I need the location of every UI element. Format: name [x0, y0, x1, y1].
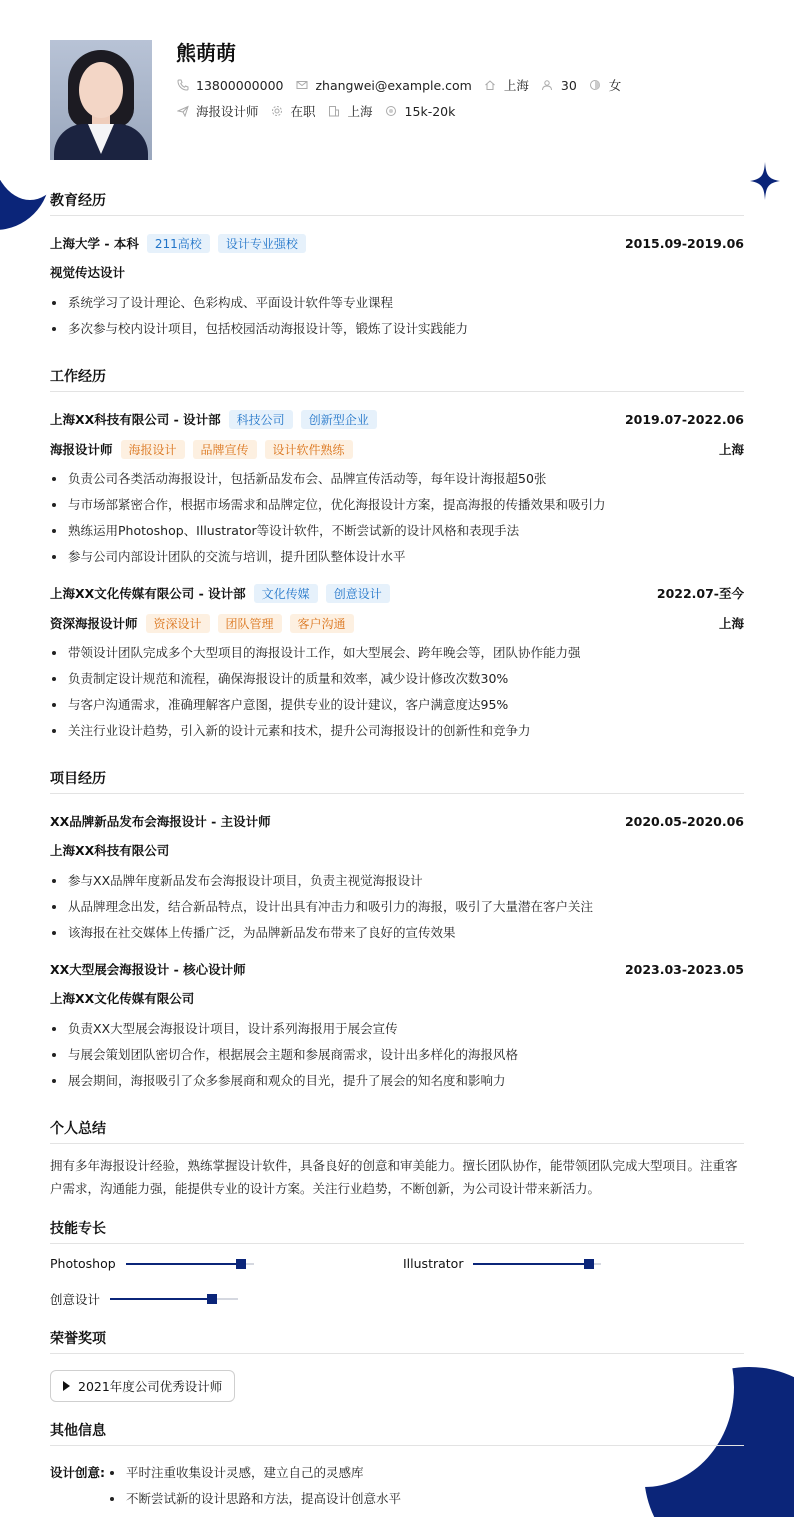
list-item: 负责公司各类活动海报设计，包括新品发布会、品牌宣传活动等，每年设计海报超50张 [50, 466, 744, 492]
role-name: 海报设计师 [50, 442, 113, 457]
avatar [50, 40, 152, 160]
company-tag: 创新型企业 [301, 410, 377, 429]
company-name: 上海XX文化传媒有限公司 - 设计部 [50, 586, 246, 601]
gear-icon [271, 105, 284, 118]
role-tag: 品牌宣传 [193, 440, 257, 459]
projects-section [50, 768, 744, 1094]
section-title: 技能专长 [50, 1218, 744, 1244]
role-name: 资深海报设计师 [50, 616, 138, 631]
skill-bar [126, 1263, 254, 1265]
company-tag: 科技公司 [229, 410, 293, 429]
other-section [50, 1420, 744, 1512]
location-text: 上海 [503, 78, 529, 93]
education-date: 2015.09-2019.06 [624, 235, 744, 251]
age-text: 30 [560, 77, 577, 93]
list-item: 参与公司内部设计团队的交流与培训，提升团队整体设计水平 [50, 544, 744, 570]
phone-icon [176, 79, 189, 92]
contact-row [176, 72, 633, 98]
school-tag: 设计专业强校 [218, 234, 306, 253]
work-header [50, 404, 744, 434]
award-name: 2021年度公司优秀设计师 [78, 1379, 223, 1394]
list-item: 从品牌理念出发，结合新品特点，设计出具有冲击力和吸引力的海报，吸引了大量潜在客户关注 [50, 894, 744, 920]
city-text: 上海 [347, 104, 373, 119]
star-icon [750, 162, 780, 200]
awards-section [50, 1328, 744, 1402]
summary-section [50, 1118, 744, 1200]
other-label: 设计创意: [50, 1465, 105, 1480]
skill-item [403, 1256, 601, 1271]
skill-bar-knob [207, 1294, 217, 1304]
project-date: 2023.03-2023.05 [624, 961, 744, 977]
mail-icon [295, 79, 308, 92]
role-tag: 设计软件熟练 [265, 440, 353, 459]
project-bullets [50, 1016, 744, 1094]
list-item: 该海报在社交媒体上传播广泛，为品牌新品发布带来了良好的宣传效果 [50, 920, 744, 946]
other-info [50, 1460, 744, 1512]
award-item[interactable] [50, 1370, 235, 1402]
skill-name: Illustrator [403, 1256, 464, 1271]
list-item: 负责制定设计规范和流程，确保海报设计的质量和效率，减少设计修改次数30% [50, 666, 744, 692]
send-icon [176, 105, 189, 118]
work-header [50, 578, 744, 608]
skill-bar [473, 1263, 601, 1265]
status-text: 在职 [290, 104, 316, 119]
school-tag: 211高校 [147, 234, 210, 253]
project-name: XX品牌新品发布会海报设计 - 主设计师 [50, 814, 271, 829]
work-city: 上海 [718, 616, 744, 631]
skills-list [50, 1248, 744, 1328]
project-date: 2020.05-2020.06 [624, 813, 744, 829]
home-icon [484, 79, 497, 92]
role-tag: 团队管理 [218, 614, 282, 633]
section-title: 个人总结 [50, 1118, 744, 1144]
work-section [50, 366, 744, 744]
work-date: 2019.07-2022.06 [624, 411, 744, 427]
work-bullets [50, 640, 744, 744]
list-item: 负责XX大型展会海报设计项目，设计系列海报用于展会宣传 [50, 1016, 744, 1042]
role-header [50, 608, 744, 638]
project-company: 上海XX文化传媒有限公司 [50, 991, 195, 1006]
skill-bar-fill [126, 1263, 241, 1265]
skill-name: Photoshop [50, 1256, 116, 1271]
project-header [50, 954, 744, 984]
list-item: 与展会策划团队密切合作，根据展会主题和参展商需求，设计出多样化的海报风格 [50, 1042, 744, 1068]
role-tag: 资深设计 [146, 614, 210, 633]
phone-text: 13800000000 [196, 77, 284, 93]
skill-item [50, 1256, 254, 1271]
work-bullets [50, 466, 744, 570]
skill-bar [110, 1298, 238, 1300]
company-name: 上海XX科技有限公司 - 设计部 [50, 412, 221, 427]
role-header [50, 434, 744, 464]
role-tag: 客户沟通 [290, 614, 354, 633]
skill-bar-knob [584, 1259, 594, 1269]
summary-text: 拥有多年海报设计经验，熟练掌握设计软件，具备良好的创意和审美能力。擅长团队协作，能带领团队完成大型项目。注重客户需求，沟通能力强，能提供专业的设计方案。关注行业趋势，不断创新，为公司设计带来新活力。 [50, 1158, 738, 1196]
skill-bar-fill [473, 1263, 588, 1265]
education-header [50, 228, 744, 258]
company-tag: 文化传媒 [254, 584, 318, 603]
job-intent-row [176, 98, 633, 124]
project-bullets [50, 868, 744, 946]
list-item: 带领设计团队完成多个大型项目的海报设计工作，如大型展会、跨年晚会等，团队协作能力强 [50, 640, 744, 666]
section-title: 荣誉奖项 [50, 1328, 744, 1354]
major: 视觉传达设计 [50, 265, 126, 280]
skill-bar-knob [236, 1259, 246, 1269]
other-bullets [108, 1460, 401, 1512]
section-title: 教育经历 [50, 190, 744, 216]
position-text: 海报设计师 [196, 104, 259, 119]
project-header [50, 806, 744, 836]
education-bullets [50, 290, 744, 342]
school-name: 上海大学 - 本科 [50, 236, 139, 251]
list-item: 不断尝试新的设计思路和方法，提高设计创意水平 [108, 1486, 401, 1512]
profile-info [176, 40, 633, 160]
skill-bar-fill [110, 1298, 212, 1300]
section-title: 其他信息 [50, 1420, 744, 1446]
list-item: 关注行业设计趋势，引入新的设计元素和技术，提升公司海报设计的创新性和竞争力 [50, 718, 744, 744]
list-item: 系统学习了设计理论、色彩构成、平面设计软件等专业课程 [50, 290, 744, 316]
gender-icon [589, 79, 602, 92]
section-title: 工作经历 [50, 366, 744, 392]
skills-section [50, 1218, 744, 1328]
list-item: 熟练运用Photoshop、Illustrator等设计软件，不断尝试新的设计风格和表现手法 [50, 518, 744, 544]
candidate-name: 熊萌萌 [176, 41, 236, 65]
education-section [50, 190, 744, 342]
resume-page [50, 40, 744, 1512]
list-item: 与客户沟通需求，准确理解客户意图，提供专业的设计建议，客户满意度达95% [50, 692, 744, 718]
list-item: 平时注重收集设计灵感，建立自己的灵感库 [108, 1460, 401, 1486]
coin-icon [385, 105, 398, 118]
project-name: XX大型展会海报设计 - 核心设计师 [50, 962, 246, 977]
email-text: zhangwei@example.com [315, 77, 472, 93]
person-icon [541, 79, 554, 92]
section-title: 项目经历 [50, 768, 744, 794]
project-company: 上海XX科技有限公司 [50, 843, 170, 858]
list-item: 展会期间，海报吸引了众多参展商和观众的目光，提升了展会的知名度和影响力 [50, 1068, 744, 1094]
role-tag: 海报设计 [121, 440, 185, 459]
list-item: 参与XX品牌年度新品发布会海报设计项目，负责主视觉海报设计 [50, 868, 744, 894]
salary-text: 15k-20k [404, 103, 456, 119]
work-city: 上海 [718, 442, 744, 457]
profile-header [50, 40, 744, 160]
company-tag: 创意设计 [326, 584, 390, 603]
list-item: 多次参与校内设计项目，包括校园活动海报设计等，锻炼了设计实践能力 [50, 316, 744, 342]
skill-item [50, 1290, 238, 1308]
building-icon [328, 105, 341, 118]
triangle-right-icon [63, 1381, 70, 1391]
skill-name: 创意设计 [50, 1292, 101, 1307]
work-date: 2022.07-至今 [656, 586, 744, 601]
list-item: 与市场部紧密合作，根据市场需求和品牌定位，优化海报设计方案，提高海报的传播效果和吸引力 [50, 492, 744, 518]
gender-text: 女 [608, 78, 622, 93]
